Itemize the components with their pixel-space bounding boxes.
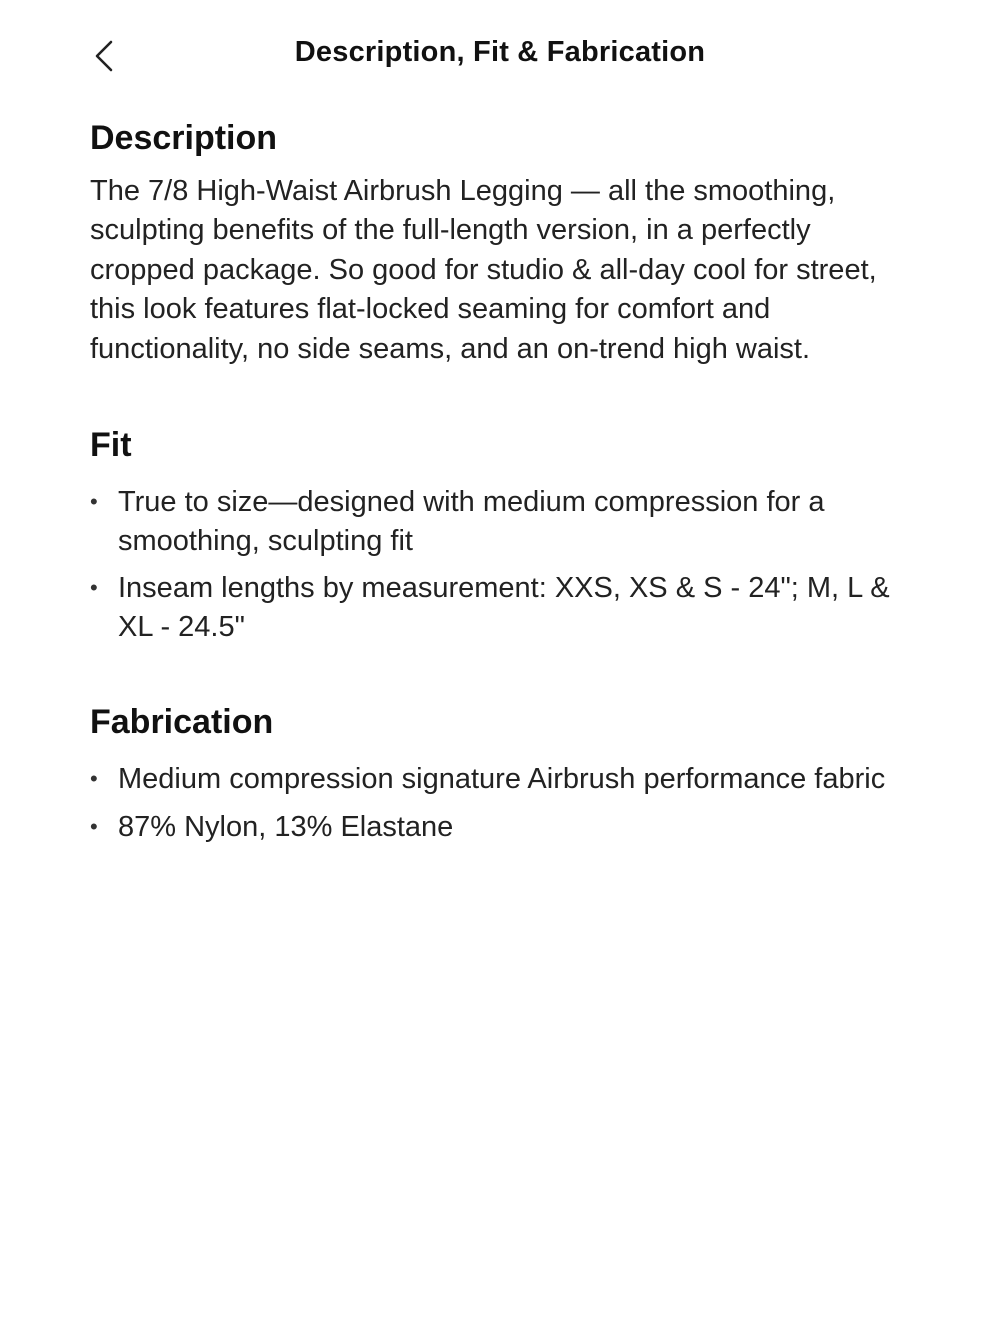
fit-list [90,483,920,646]
header-bar [0,20,1000,92]
description-heading: Description [90,119,278,157]
fit-item-text: Inseam lengths by measurement: XXS, XS & S - 24"; M, L & XL - 24.5" [118,572,890,643]
fabrication-section [90,696,920,846]
description-section [90,112,920,369]
content-area [90,112,920,856]
bullet-icon: • [90,575,98,601]
page-title: Description, Fit & Fabrication [294,36,706,68]
fit-heading: Fit [90,426,132,465]
fit-item-text: True to size—designed with medium compression for a smoothing, sculpting fit [118,486,825,557]
list-item [90,569,898,646]
fit-section [90,419,920,646]
bullet-icon: • [90,489,98,515]
fabrication-heading: Fabrication [90,703,274,742]
list-item [90,808,898,847]
description-text: The 7/8 High-Waist Airbrush Legging — all the smoothing, sculpting benefits of the full-length version, in a perfectly cropped package. So good for studio & all-day cool for street, this look features flat-locked seaming for comfort and functionality, no side seams, and an on-trend high waist. [90,175,877,365]
list-item [90,483,898,560]
list-item [90,760,898,799]
fabrication-item-text: Medium compression signature Airbrush performance fabric [118,763,886,796]
bullet-icon: • [90,766,98,792]
fabrication-item-text: 87% Nylon, 13% Elastane [118,811,454,843]
bullet-icon: • [90,814,98,839]
fabrication-list [90,760,920,846]
